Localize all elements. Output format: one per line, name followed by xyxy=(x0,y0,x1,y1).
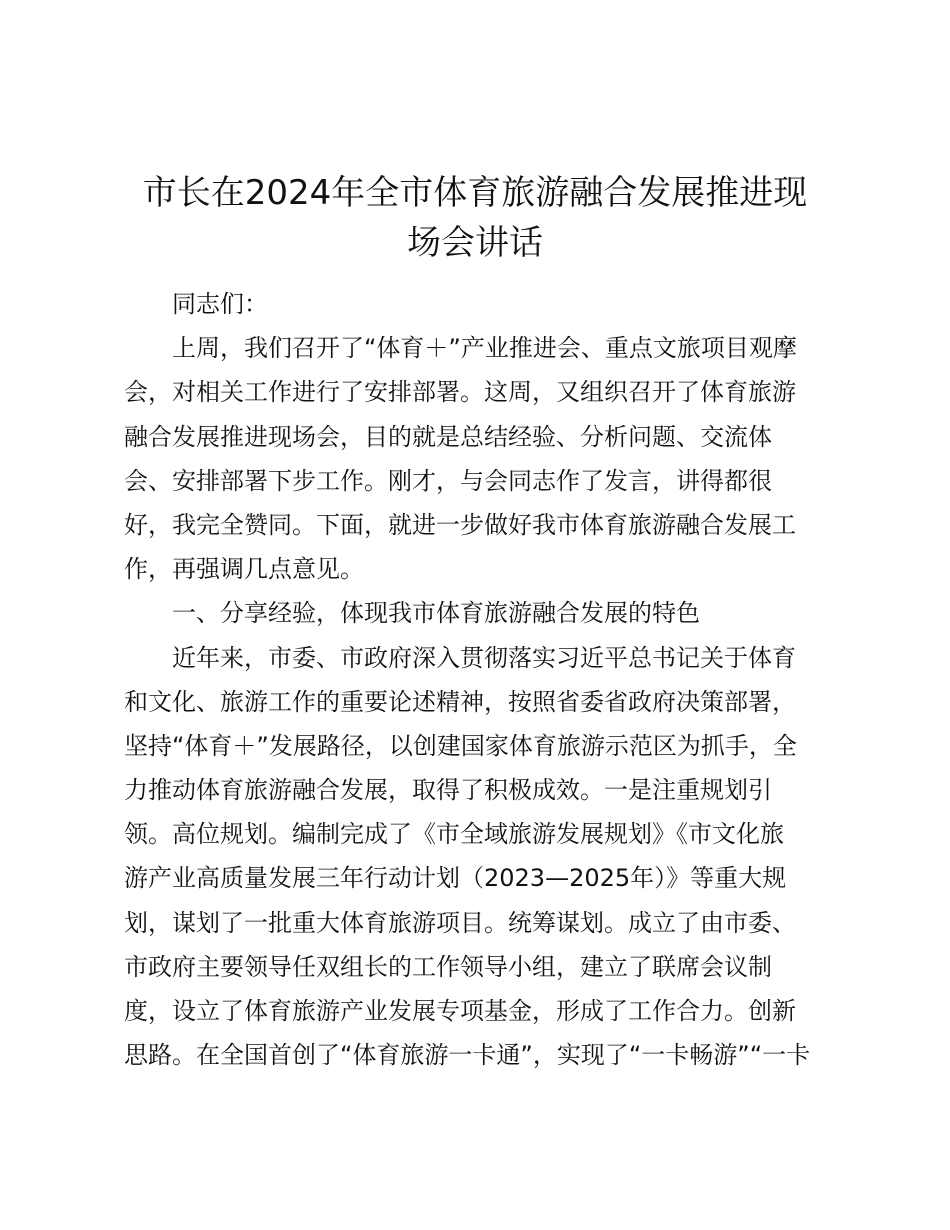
document-body xyxy=(124,282,830,1077)
text-line: 领。高位规划。编制完成了《市全域旅游发展规划》《市文化旅 xyxy=(124,820,784,849)
title-line: 市长在2024年全市体育旅游融合发展推进现 xyxy=(142,173,808,213)
text-line: 会、安排部署下步工作。刚才，与会同志作了发言，讲得都很 xyxy=(124,466,772,495)
text-line: 游产业高质量发展三年行动计划（2023—2025年）》等重大规 xyxy=(124,864,787,893)
text-line: 融合发展推进现场会，目的就是总结经验、分析问题、交流体 xyxy=(124,422,772,451)
text-line: 力推动体育旅游融合发展，取得了积极成效。一是注重规划引 xyxy=(124,776,772,805)
salutation: 同志们： xyxy=(172,290,268,318)
text-line: 度，设立了体育旅游产业发展专项基金，形成了工作合力。创新 xyxy=(124,997,796,1025)
text-line: 近年来，市委、市政府深入贯彻落实习近平总书记关于体育 xyxy=(172,643,796,672)
text-line: 作，再强调几点意见。 xyxy=(124,555,364,584)
text-line: 上周，我们召开了“体育＋”产业推进会、重点文旅项目观摩 xyxy=(172,334,797,363)
text-line: 和文化、旅游工作的重要论述精神，按照省委省政府决策部署， xyxy=(124,687,796,716)
paragraph-intro xyxy=(124,326,830,591)
text-line: 思路。在全国首创了“体育旅游一卡通”，实现了“一卡畅游”“一卡 xyxy=(124,1041,811,1070)
text-line: 坚持“体育＋”发展路径，以创建国家体育旅游示范区为抓手，全 xyxy=(124,731,797,760)
text-line: 好，我完全赞同。下面，就进一步做好我市体育旅游融合发展工 xyxy=(124,510,796,539)
title-line: 场会讲话 xyxy=(407,223,543,263)
text-line: 会，对相关工作进行了安排部署。这周，又组织召开了体育旅游 xyxy=(124,378,796,407)
text-line: 划，谋划了一批重大体育旅游项目。统筹谋划。成立了由市委、 xyxy=(124,908,796,937)
document-title xyxy=(120,168,830,268)
paragraph-experience xyxy=(124,636,830,1078)
text-line: 市政府主要领导任双组长的工作领导小组，建立了联席会议制 xyxy=(124,952,772,981)
section-heading: 一、分享经验，体现我市体育旅游融合发展的特色 xyxy=(172,599,700,628)
